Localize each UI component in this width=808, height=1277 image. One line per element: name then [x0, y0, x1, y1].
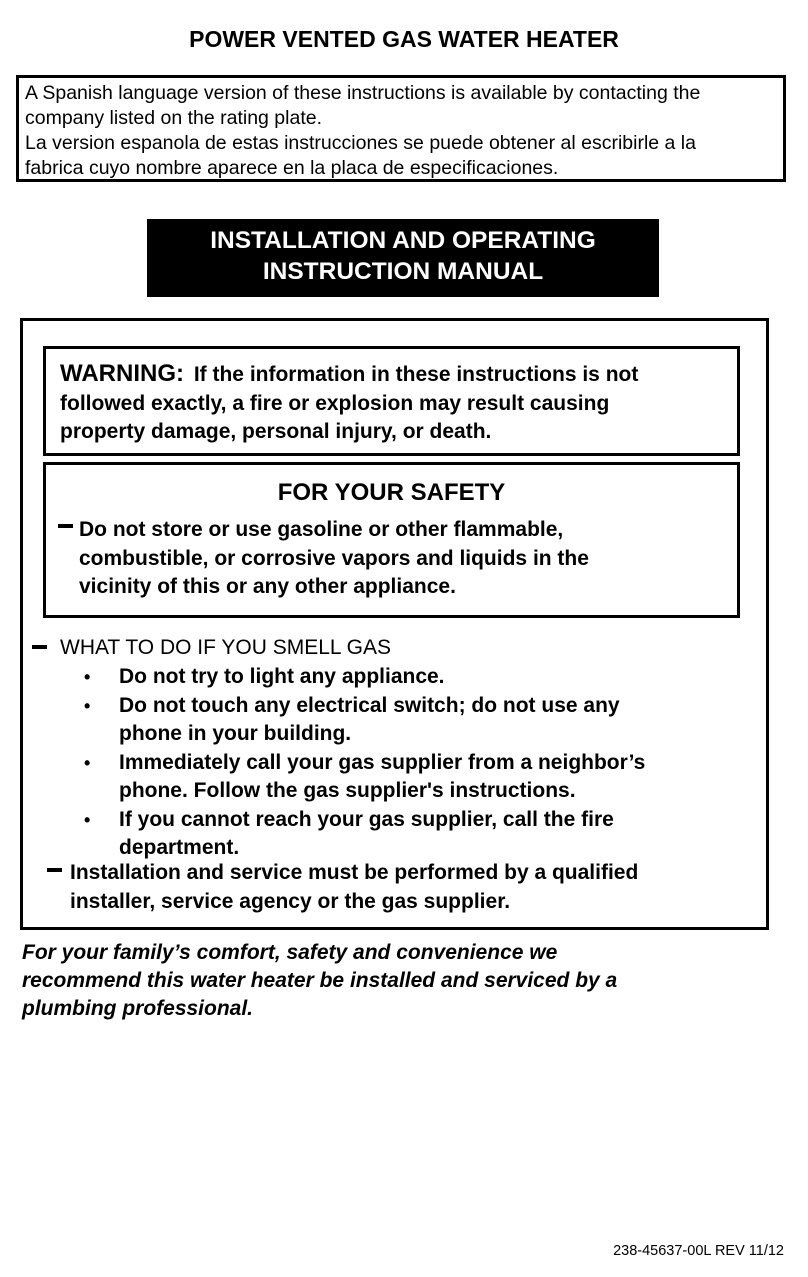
safety-line: combustible, or corrosive vapors and liquids in the: [79, 546, 589, 570]
smell-gas-list: [0, 663, 760, 863]
list-item: • If you cannot reach your gas supplier, call the fire department.: [84, 807, 614, 859]
bullet-dot-icon: •: [84, 695, 91, 716]
dash-bullet-icon: [58, 524, 73, 528]
dash-bullet-icon: [47, 868, 62, 872]
document-number: 238-45637-00L REV 11/12: [613, 1243, 784, 1259]
spanish-notice-line: fabrica cuyo nombre aparece en la placa de especificaciones.: [25, 157, 559, 179]
warning-line: property damage, personal injury, or death.: [60, 420, 492, 443]
dash-bullet-icon: [32, 645, 47, 649]
safety-text: [79, 516, 589, 602]
smell-gas-heading: WHAT TO DO IF YOU SMELL GAS: [60, 636, 392, 659]
safety-line: Do not store or use gasoline or other flammable,: [79, 518, 564, 541]
installation-line: Installation and service must be performed by a qualified: [70, 861, 639, 884]
safety-title: FOR YOUR SAFETY: [277, 479, 506, 506]
list-item: • Do not try to light any appliance.: [0, 663, 760, 692]
comfort-line: recommend this water heater be installed and serviced by a: [22, 969, 618, 992]
installation-notice: [70, 859, 638, 916]
manual-title-banner: [147, 219, 659, 297]
manual-title-line: INSTRUCTION MANUAL: [262, 258, 544, 285]
spanish-notice-line: La version espanola de estas instrucciones se puede obtener al escribirle a la: [25, 132, 696, 154]
comfort-recommendation: [22, 939, 617, 1023]
warning-label: WARNING:: [60, 360, 184, 387]
comfort-line: For your family’s comfort, safety and convenience we: [22, 941, 558, 964]
bullet-dot-icon: •: [84, 809, 91, 830]
warning-box: [43, 346, 740, 456]
installation-line: installer, service agency or the gas supplier.: [70, 889, 511, 913]
warning-line: followed exactly, a fire or explosion may result causing: [60, 391, 610, 415]
list-item: • Do not touch any electrical switch; do not use any phone in your building.: [84, 693, 620, 745]
safety-line: vicinity of this or any other appliance.: [79, 575, 456, 598]
manual-title-line: INSTALLATION AND OPERATING: [210, 227, 596, 254]
bullet-dot-icon: •: [84, 752, 91, 773]
list-item: • Immediately call your gas supplier from a neighbor’s phone. Follow the gas supplier's instructions.: [84, 750, 646, 802]
spanish-notice-line: A Spanish language version of these instructions is available by contacting the: [25, 82, 701, 104]
document-title: POWER VENTED GAS WATER HEATER: [189, 26, 619, 52]
bullet-dot-icon: •: [84, 667, 91, 687]
spanish-notice-line: company listed on the rating plate.: [25, 107, 323, 129]
safety-box: [43, 462, 740, 618]
spanish-notice-box: [16, 75, 786, 182]
warning-line: If the information in these instructions is not: [193, 363, 639, 386]
comfort-line: plumbing professional.: [22, 997, 254, 1020]
